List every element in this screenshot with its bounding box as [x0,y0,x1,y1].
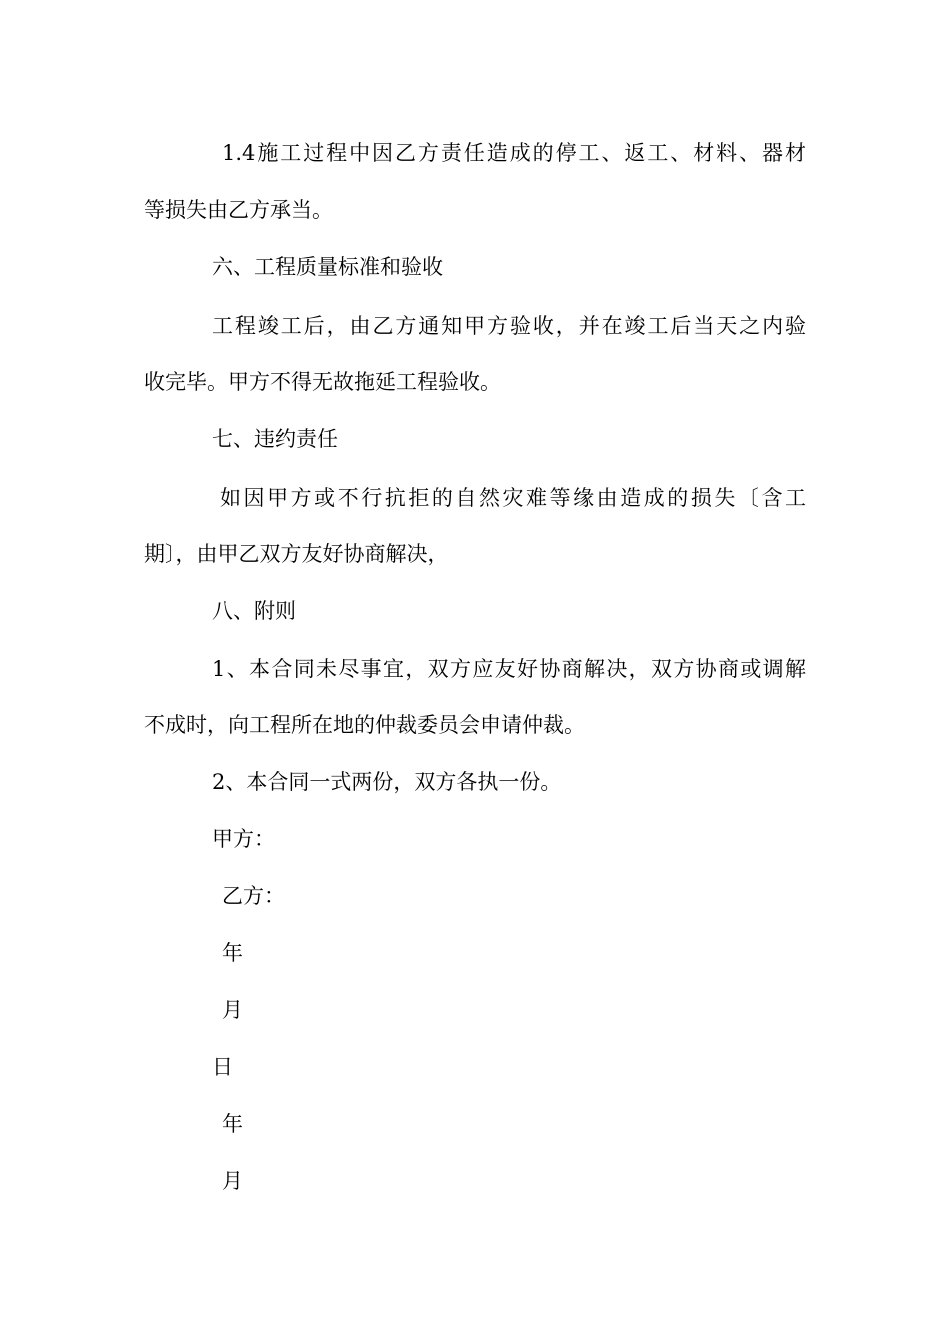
clause-1-4-line-2: 等损失由乙方承当。 [144,198,333,222]
section-7-heading: 七、违约责任 [212,427,338,451]
date-year-1: 年 [222,941,243,965]
section-6-para-line-1: 工程竣工后，由乙方通知甲方验收，并在竣工后当天之内验 [212,314,806,338]
section-6-para-line-2: 收完毕。甲方不得无故拖延工程验收。 [144,370,501,394]
party-a-label: 甲方： [212,827,275,851]
clause-1-4-line-1: 1.4施工过程中因乙方责任造成的停工、返工、材料、器材 [222,141,806,165]
date-year-2: 年 [222,1112,243,1136]
section-8-item-1-line-1: 1、本合同未尽事宜，双方应友好协商解决，双方协商或调解 [212,657,806,681]
party-b-label: 乙方： [222,884,285,908]
section-8-heading: 八、附则 [212,599,296,623]
date-day-1: 日 [212,1055,233,1079]
section-7-para-line-1: 如因甲方或不行抗拒的自然灾难等缘由造成的损失〔含工 [220,486,806,510]
date-month-2: 月 [222,1169,243,1193]
section-6-heading: 六、工程质量标准和验收 [212,255,443,279]
section-8-item-1-line-2: 不成时，向工程所在地的仲裁委员会申请仲裁。 [144,713,585,737]
section-8-item-2: 2、本合同一式两份，双方各执一份。 [212,770,562,794]
date-month-1: 月 [222,998,243,1022]
section-7-para-line-2: 期〕，由甲乙双方友好协商解决， [144,542,449,566]
